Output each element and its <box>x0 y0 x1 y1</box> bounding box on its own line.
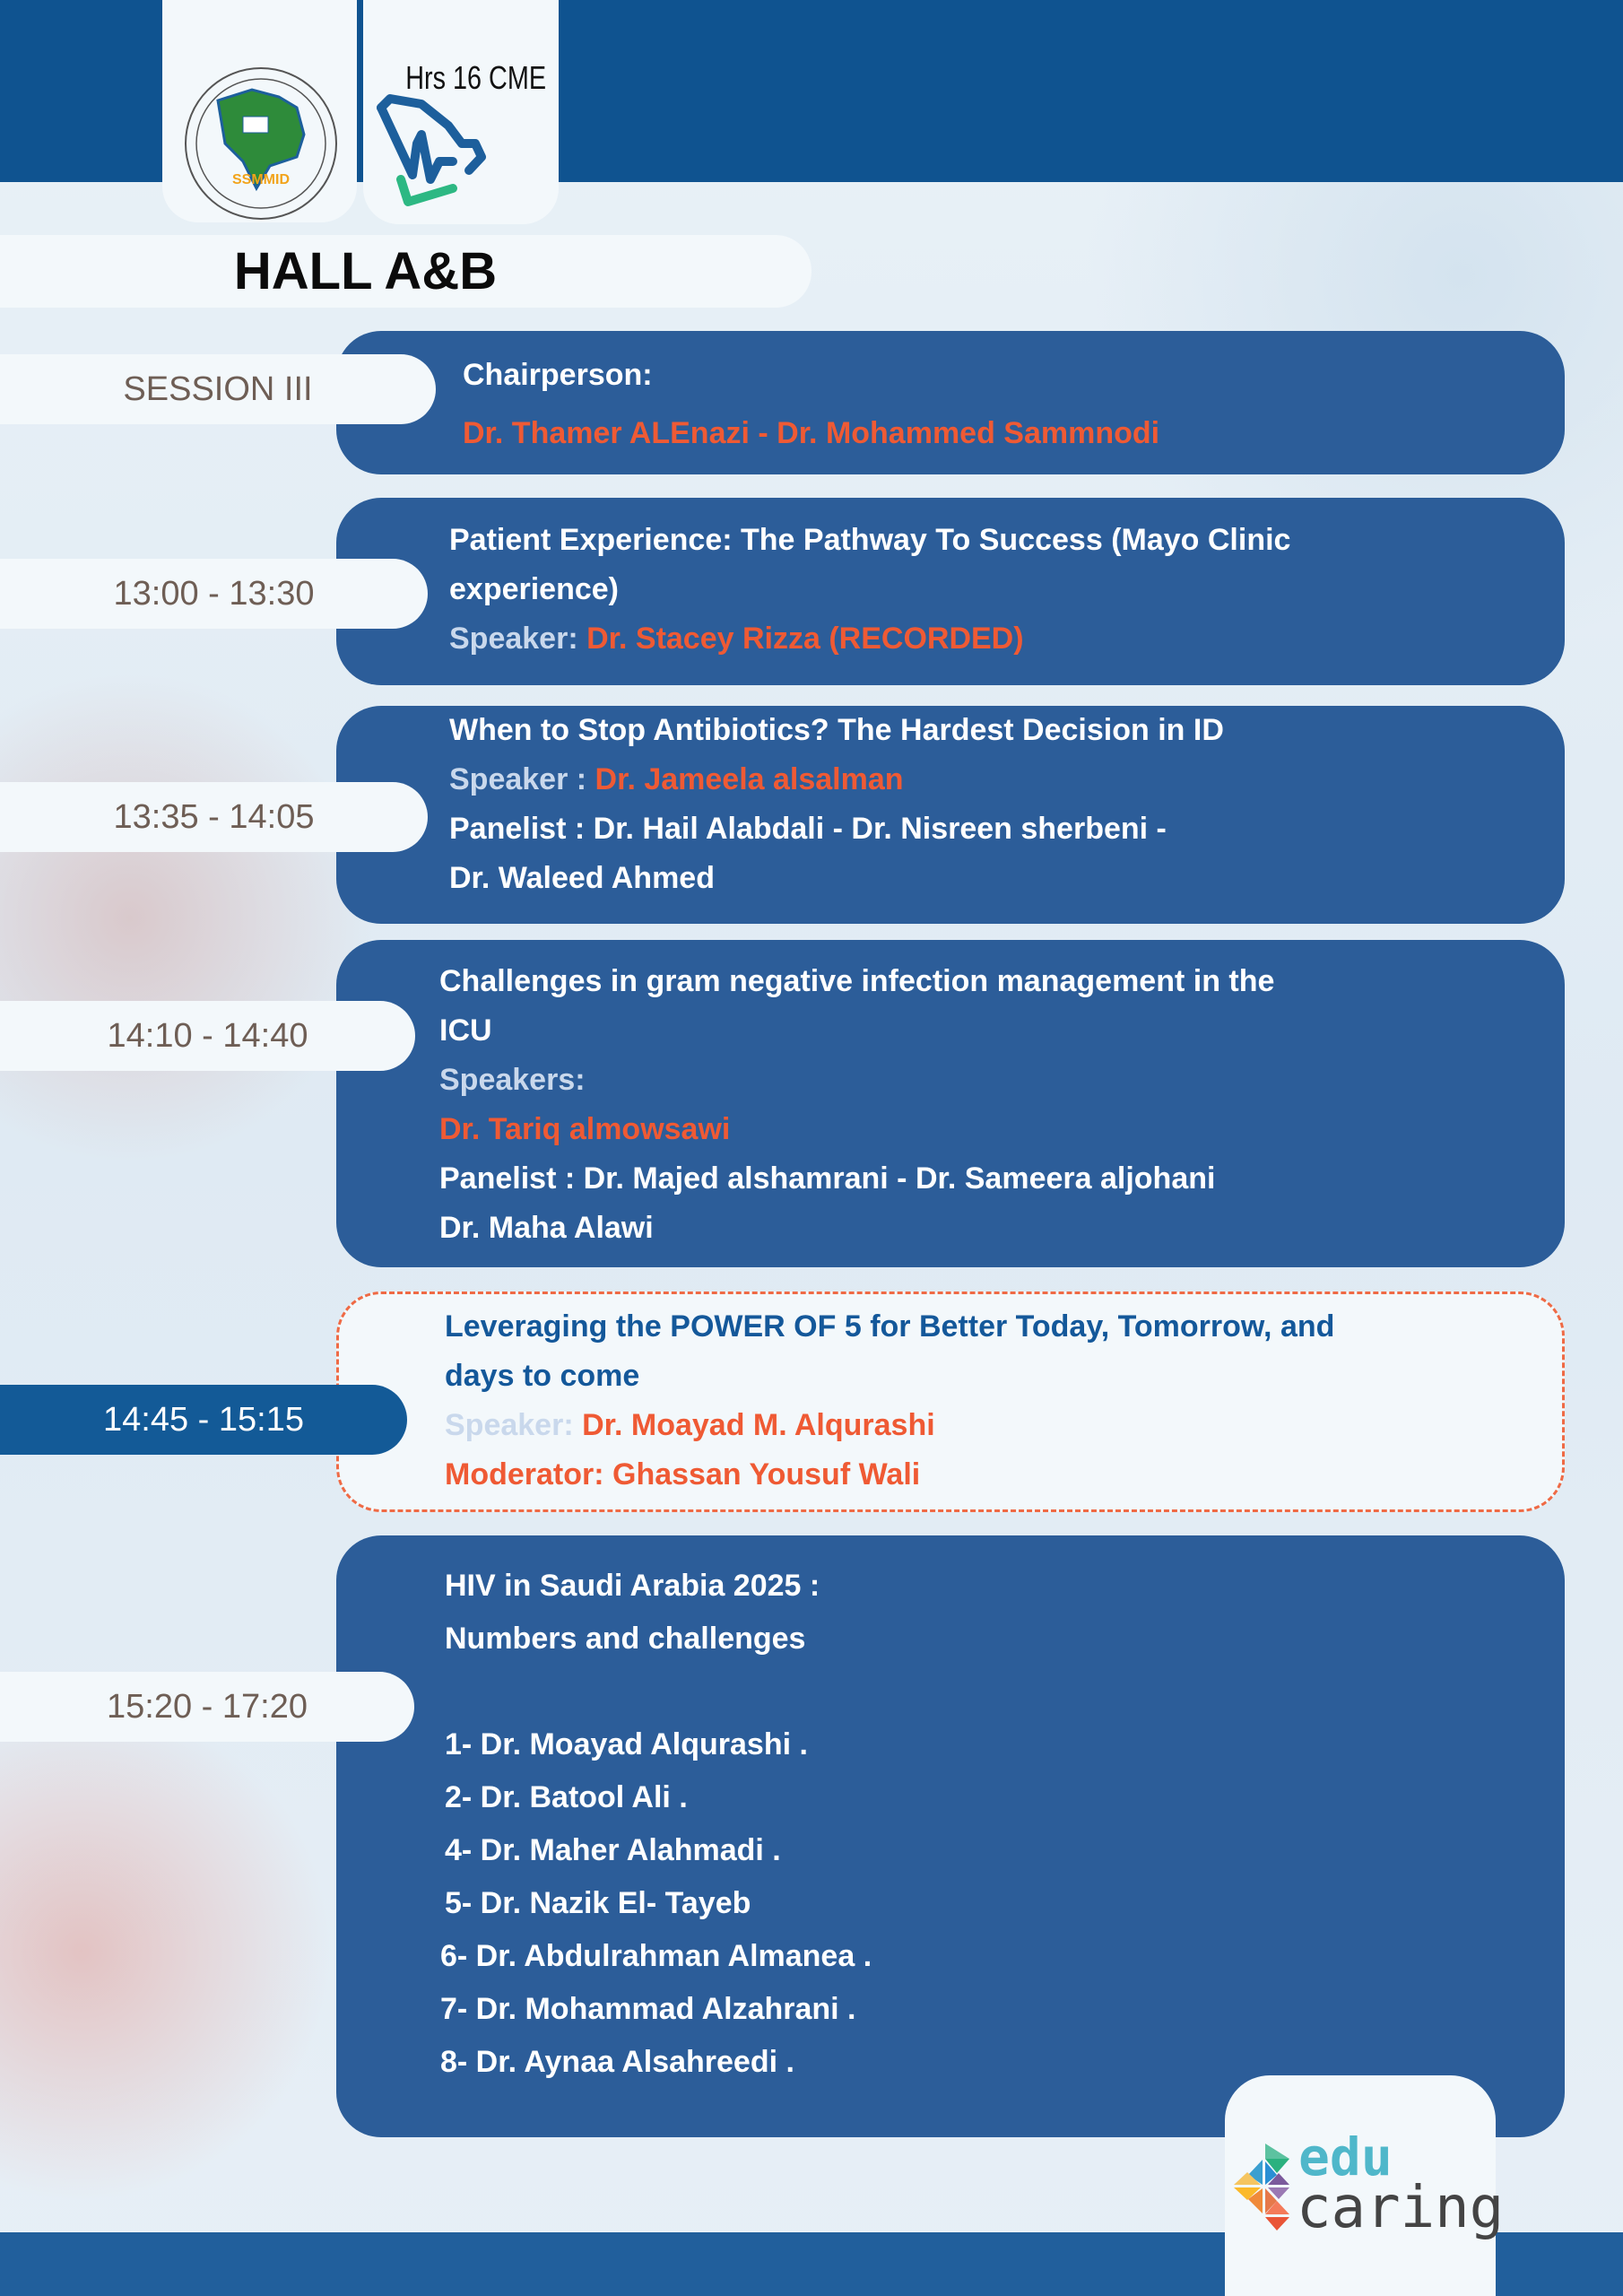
time-slot <box>0 559 428 629</box>
talk-card <box>336 1535 1565 2137</box>
talk-title: days to come <box>445 1359 640 1393</box>
ssmmid-logo <box>162 0 357 222</box>
time-slot <box>0 1672 414 1742</box>
time-text: 14:10 - 14:40 <box>107 1016 308 1055</box>
speaker-name: Dr. Tariq almowsawi <box>439 1112 731 1146</box>
speaker-label: Speaker : <box>449 762 595 796</box>
speaker-label: Speaker: <box>449 622 587 656</box>
society-logo-card <box>162 0 357 222</box>
speaker-name: Dr. Moayad M. Alqurashi <box>582 1408 935 1442</box>
session-label <box>0 354 436 424</box>
time-text: 13:00 - 13:30 <box>113 574 315 613</box>
speaker-list-item: 4- Dr. Maher Alahmadi . <box>445 1833 781 1867</box>
speaker-list-item: 5- Dr. Nazik El- Tayeb <box>445 1886 751 1920</box>
svg-text:SSMMID: SSMMID <box>232 172 290 187</box>
talk-card <box>336 498 1565 685</box>
talk-card-highlighted <box>336 1292 1565 1512</box>
panelists: Panelist : Dr. Hail Alabdali - Dr. Nisreen sherbeni - <box>449 812 1167 846</box>
heartbeat-map-icon <box>363 90 559 215</box>
panelists: Dr. Maha Alawi <box>439 1211 654 1245</box>
speaker-list-item: 8- Dr. Aynaa Alsahreedi . <box>440 2045 794 2079</box>
speaker-name: Dr. Stacey Rizza (RECORDED) <box>586 622 1024 656</box>
time-slot <box>0 782 428 852</box>
talk-title: HIV in Saudi Arabia 2025 : <box>445 1569 820 1603</box>
time-text: 15:20 - 17:20 <box>107 1687 308 1726</box>
speaker-list-item: 7- Dr. Mohammad Alzahrani . <box>440 1992 856 2026</box>
talk-title: experience) <box>449 572 619 606</box>
talk-title: Leveraging the POWER OF 5 for Better Today, Tomorrow, and <box>445 1309 1335 1344</box>
speaker-list-item: 6- Dr. Abdulrahman Almanea . <box>440 1939 872 1973</box>
educaring-logo-card <box>1225 2075 1505 2296</box>
chair-label: Chairperson: <box>463 358 653 392</box>
talk-title: Numbers and challenges <box>445 1622 806 1656</box>
brand-edu: edu <box>1298 2126 1393 2187</box>
session-label-text: SESSION III <box>123 370 313 408</box>
moderator: Moderator: Ghassan Yousuf Wali <box>445 1457 921 1492</box>
speaker-name: Dr. Jameela alsalman <box>595 762 904 796</box>
brand-caring: caring <box>1297 2175 1505 2241</box>
speaker-list-item: 2- Dr. Batool Ali . <box>445 1780 688 1814</box>
talk-title: Patient Experience: The Pathway To Success (Mayo Clinic <box>449 523 1291 557</box>
talk-card <box>336 940 1565 1267</box>
talk-title: Challenges in gram negative infection management in the <box>439 964 1275 998</box>
panelists: Dr. Waleed Ahmed <box>449 861 715 895</box>
cme-label: Hrs 16 CME <box>405 59 546 96</box>
session-card <box>336 331 1565 474</box>
chairpersons: Dr. Thamer ALEnazi - Dr. Mohammed Sammnodi <box>463 416 1160 450</box>
talk-title: When to Stop Antibiotics? The Hardest Decision in ID <box>449 713 1224 747</box>
speaker-list-item: 1- Dr. Moayad Alqurashi . <box>445 1727 808 1761</box>
talk-title: ICU <box>439 1013 492 1048</box>
hall-title: HALL A&B <box>233 242 498 300</box>
speaker-label: Speakers: <box>439 1063 586 1097</box>
cme-logo-card <box>363 0 559 224</box>
hall-title-bar <box>0 235 812 308</box>
talk-card <box>336 706 1565 924</box>
time-text: 14:45 - 15:15 <box>103 1400 304 1439</box>
time-text: 13:35 - 14:05 <box>113 797 315 836</box>
speaker-label: Speaker: <box>445 1408 583 1442</box>
panelists: Panelist : Dr. Majed alshamrani - Dr. Sameera aljohani <box>439 1161 1216 1196</box>
time-slot <box>0 1001 415 1071</box>
educaring-mark-icon <box>1234 2144 1292 2233</box>
time-slot-active <box>0 1385 407 1455</box>
